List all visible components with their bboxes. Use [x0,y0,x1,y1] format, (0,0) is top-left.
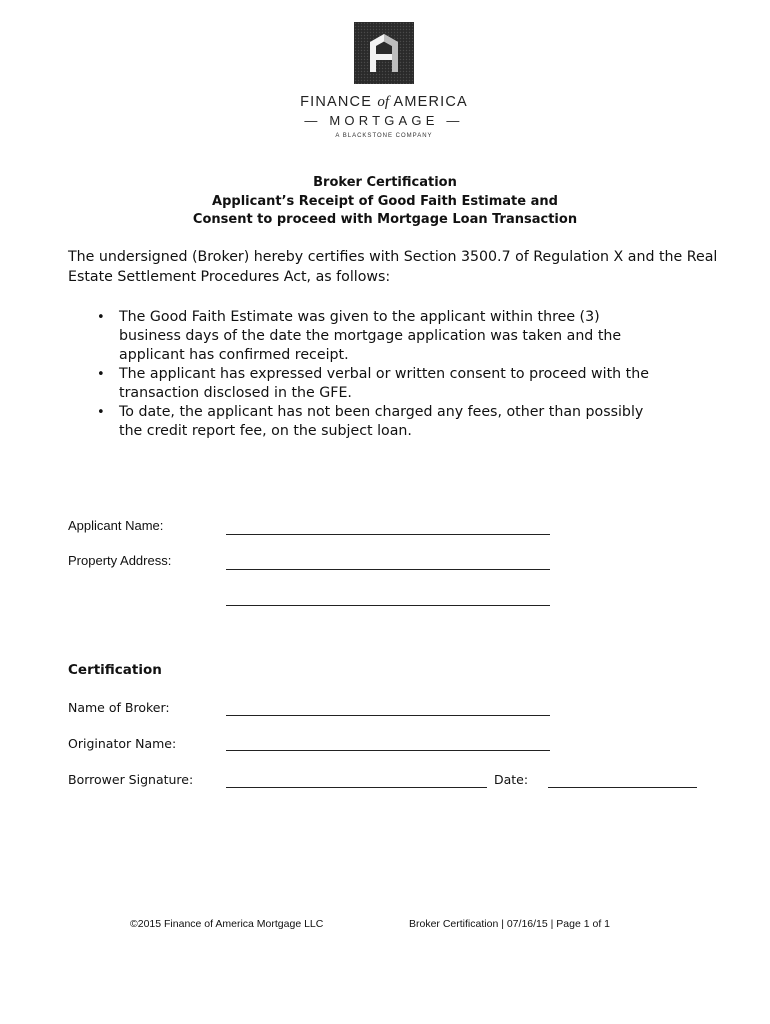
borrower-signature-field[interactable] [226,787,487,788]
logo-mark-icon [354,22,414,84]
bullet-icon: • [97,405,105,420]
intro-paragraph: The undersigned (Broker) hereby certifies with Section 3500.7 of Regulation X and the Real Estate Settlement Procedures Act, as follows: [68,249,718,285]
list-item: • The applicant has expressed verbal or written consent to proceed with the transaction disclosed in the GFE. [97,366,649,401]
title-line-1: Broker Certification [313,175,457,190]
brand-name: FINANCE of AMERICA [300,94,468,110]
list-item: • To date, the applicant has not been charged any fees, other than possibly the credit report fee, on the subject loan. [97,404,644,439]
originator-name-label: Originator Name: [68,736,177,751]
bullet-icon: • [97,310,105,325]
name-of-broker-field[interactable] [226,715,550,716]
property-address-label: Property Address: [68,553,172,568]
name-of-broker-label: Name of Broker: [68,700,170,715]
brand-subname: — MORTGAGE — [304,113,464,128]
brand-tagline: A BLACKSTONE COMPANY [335,133,433,139]
certification-heading: Certification [68,662,162,678]
company-logo [354,22,414,84]
applicant-name-field[interactable] [226,534,550,535]
list-item: • The Good Faith Estimate was given to the applicant within three (3) business days of the date the mortgage application was taken and the applicant has confirmed receipt. [97,309,622,363]
title-line-3: Consent to proceed with Mortgage Loan Transaction [192,212,578,227]
footer-page-info: Broker Certification | 07/16/15 | Page 1 of 1 [409,918,610,930]
footer-copyright: ©2015 Finance of America Mortgage LLC [130,918,324,930]
certification-list [68,308,718,441]
bullet-icon: • [97,367,105,382]
date-label: Date: [494,772,529,787]
borrower-signature-label: Borrower Signature: [68,772,194,787]
title-line-2: Applicant’s Receipt of Good Faith Estimate and [212,193,558,209]
property-address-field-1[interactable] [226,569,550,570]
document-title [0,174,770,230]
applicant-name-label: Applicant Name: [68,518,164,533]
property-address-field-2[interactable] [226,605,550,606]
originator-name-field[interactable] [226,750,550,751]
date-field[interactable] [548,787,697,788]
